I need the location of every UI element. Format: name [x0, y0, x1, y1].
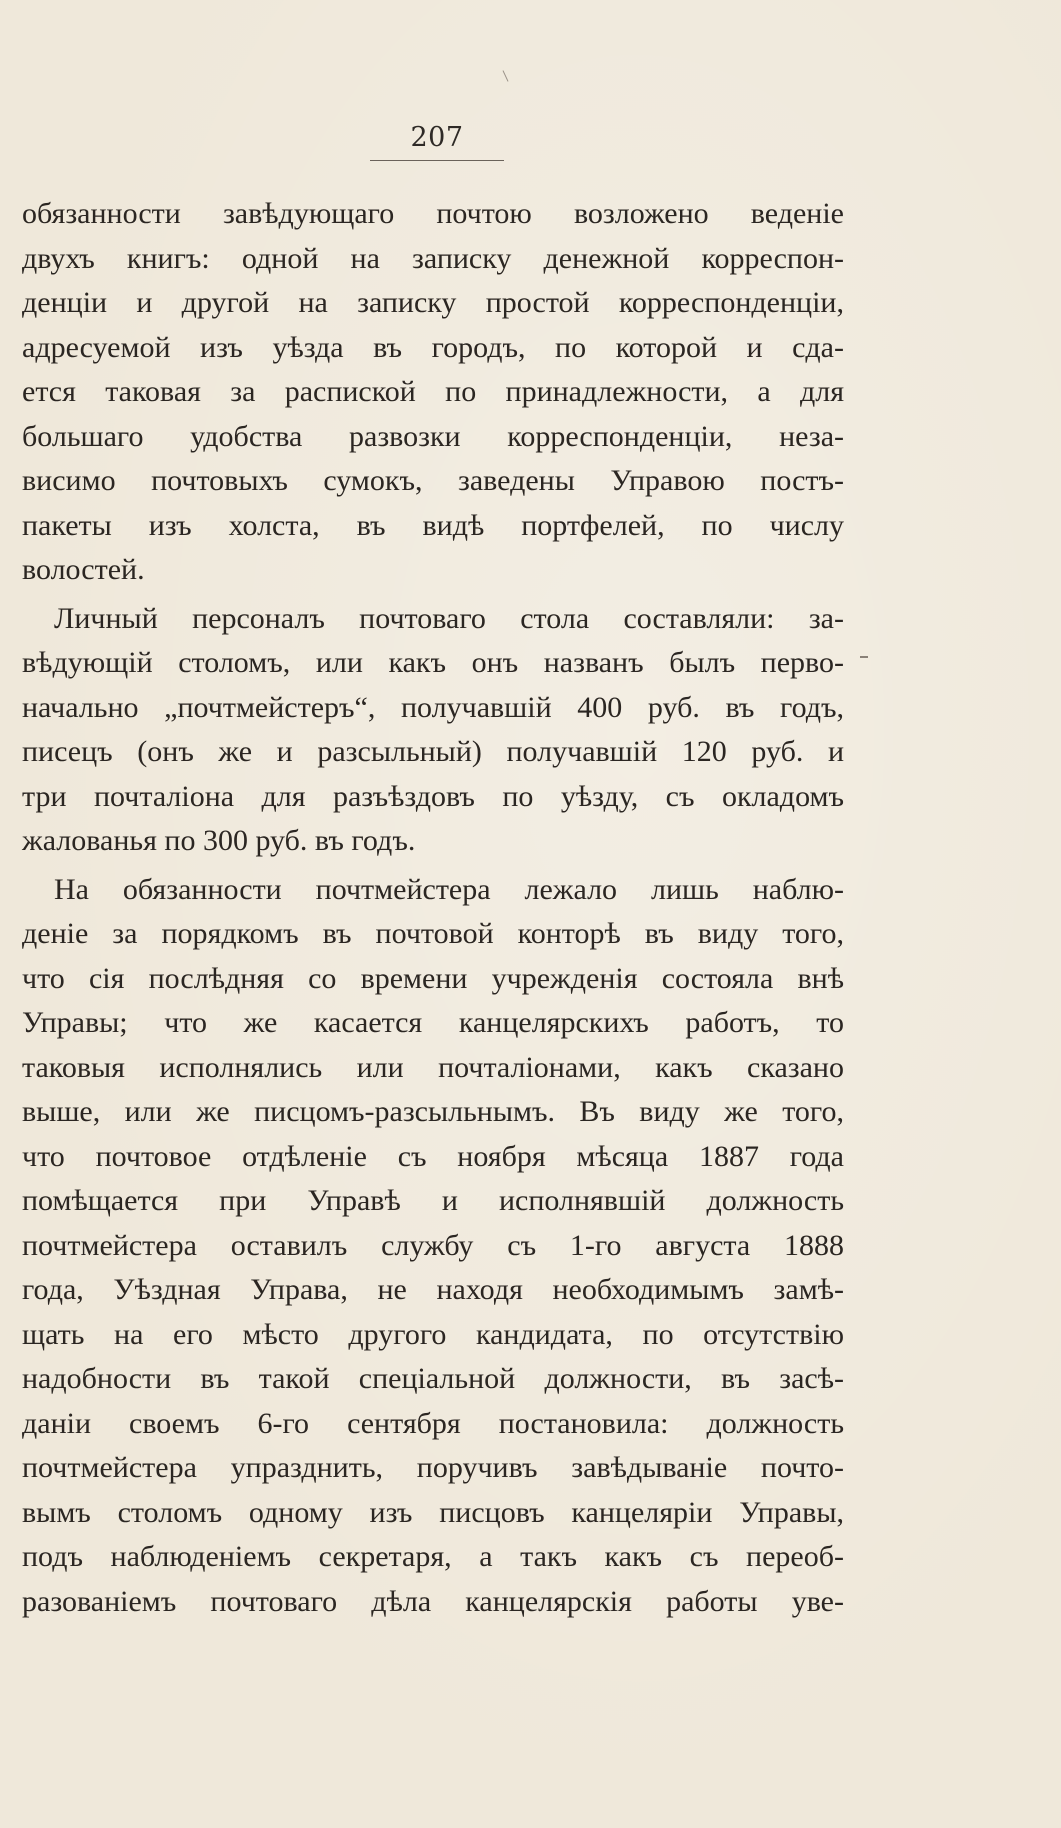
text-line: денціи и другой на записку простой корреспонденціи, [22, 286, 844, 319]
paragraph-2 [22, 597, 844, 864]
text-line: жалованья по 300 руб. въ годъ. [22, 824, 416, 857]
paragraph-3 [22, 868, 844, 1625]
text-line: двухъ книгъ: одной на записку денежной корреспон- [22, 241, 844, 275]
text-line: волостей. [22, 553, 145, 586]
text-line: надобности въ такой спеціальной должности, въ засѣ- [22, 1362, 844, 1395]
text-line: почтмейстера оставилъ службу съ 1-го августа 1888 [22, 1228, 844, 1262]
text-line: выше, или же писцомъ-разсыльнымъ. Въ виду же того, [22, 1095, 844, 1128]
text-line: щать на его мѣсто другого кандидата, по отсутствію [22, 1317, 844, 1351]
text-line: висимо почтовыхъ сумокъ, заведены Управою постъ- [22, 464, 844, 497]
text-line: писецъ (онъ же и разсыльный) получавшій 120 руб. и [22, 735, 844, 768]
text-line: три почталіона для разъѣздовъ по уѣзду, съ окладомъ [22, 779, 844, 813]
text-line: почтмейстера упразднить, поручивъ завѣдываніе почто- [22, 1451, 844, 1484]
text-line: Управы; что же касается канцелярскихъ работъ, то [22, 1006, 844, 1039]
text-line: деніе за порядкомъ въ почтовой конторѣ въ виду того, [22, 917, 844, 950]
text-line: даніи своемъ 6-го сентября постановила: должность [22, 1406, 844, 1440]
text-line: вѣдующій столомъ, или какъ онъ названъ былъ перво- [22, 646, 844, 679]
text-line: помѣщается при Управѣ и исполнявшій должность [22, 1184, 844, 1217]
text-line: подъ наблюденіемъ секретаря, а такъ какъ съ переоб- [22, 1540, 844, 1573]
paragraph-1 [22, 192, 844, 593]
page-number-rule [370, 160, 504, 161]
text-line: что сія послѣдняя со времени учрежденія состояла внѣ [22, 961, 844, 995]
text-line: таковыя исполнялись или почталіонами, какъ сказано [22, 1050, 844, 1084]
text-line: Личный персоналъ почтоваго стола составляли: за- [54, 601, 844, 635]
page-number: 207 [410, 122, 464, 153]
text-line: разованіемъ почтоваго дѣла канцелярскія работы уве- [22, 1584, 844, 1618]
text-line: ется таковая за распиской по принадлежности, а для [22, 375, 844, 408]
margin-mark [860, 656, 868, 658]
body-text [22, 192, 844, 1624]
scan-mark [503, 70, 509, 81]
text-line: пакеты изъ холста, въ видѣ портфелей, по числу [22, 508, 844, 542]
text-line: что почтовое отдѣленіе съ ноября мѣсяца 1887 года [22, 1139, 844, 1173]
text-line: обязанности завѣдующаго почтою возложено веденіе [22, 197, 844, 230]
text-line: На обязанности почтмейстера лежало лишь наблю- [54, 872, 844, 906]
page-number-container [370, 122, 504, 153]
text-line: адресуемой изъ уѣзда въ городъ, по которой и сда- [22, 330, 844, 364]
text-line: начально „почтмейстеръ“, получавшій 400 руб. въ годъ, [22, 690, 844, 724]
text-line: вымъ столомъ одному изъ писцовъ канцеляріи Управы, [22, 1495, 844, 1529]
text-line: года, Уѣздная Управа, не находя необходимымъ замѣ- [22, 1273, 844, 1306]
text-line: большаго удобства развозки корреспонденціи, неза- [22, 419, 844, 453]
